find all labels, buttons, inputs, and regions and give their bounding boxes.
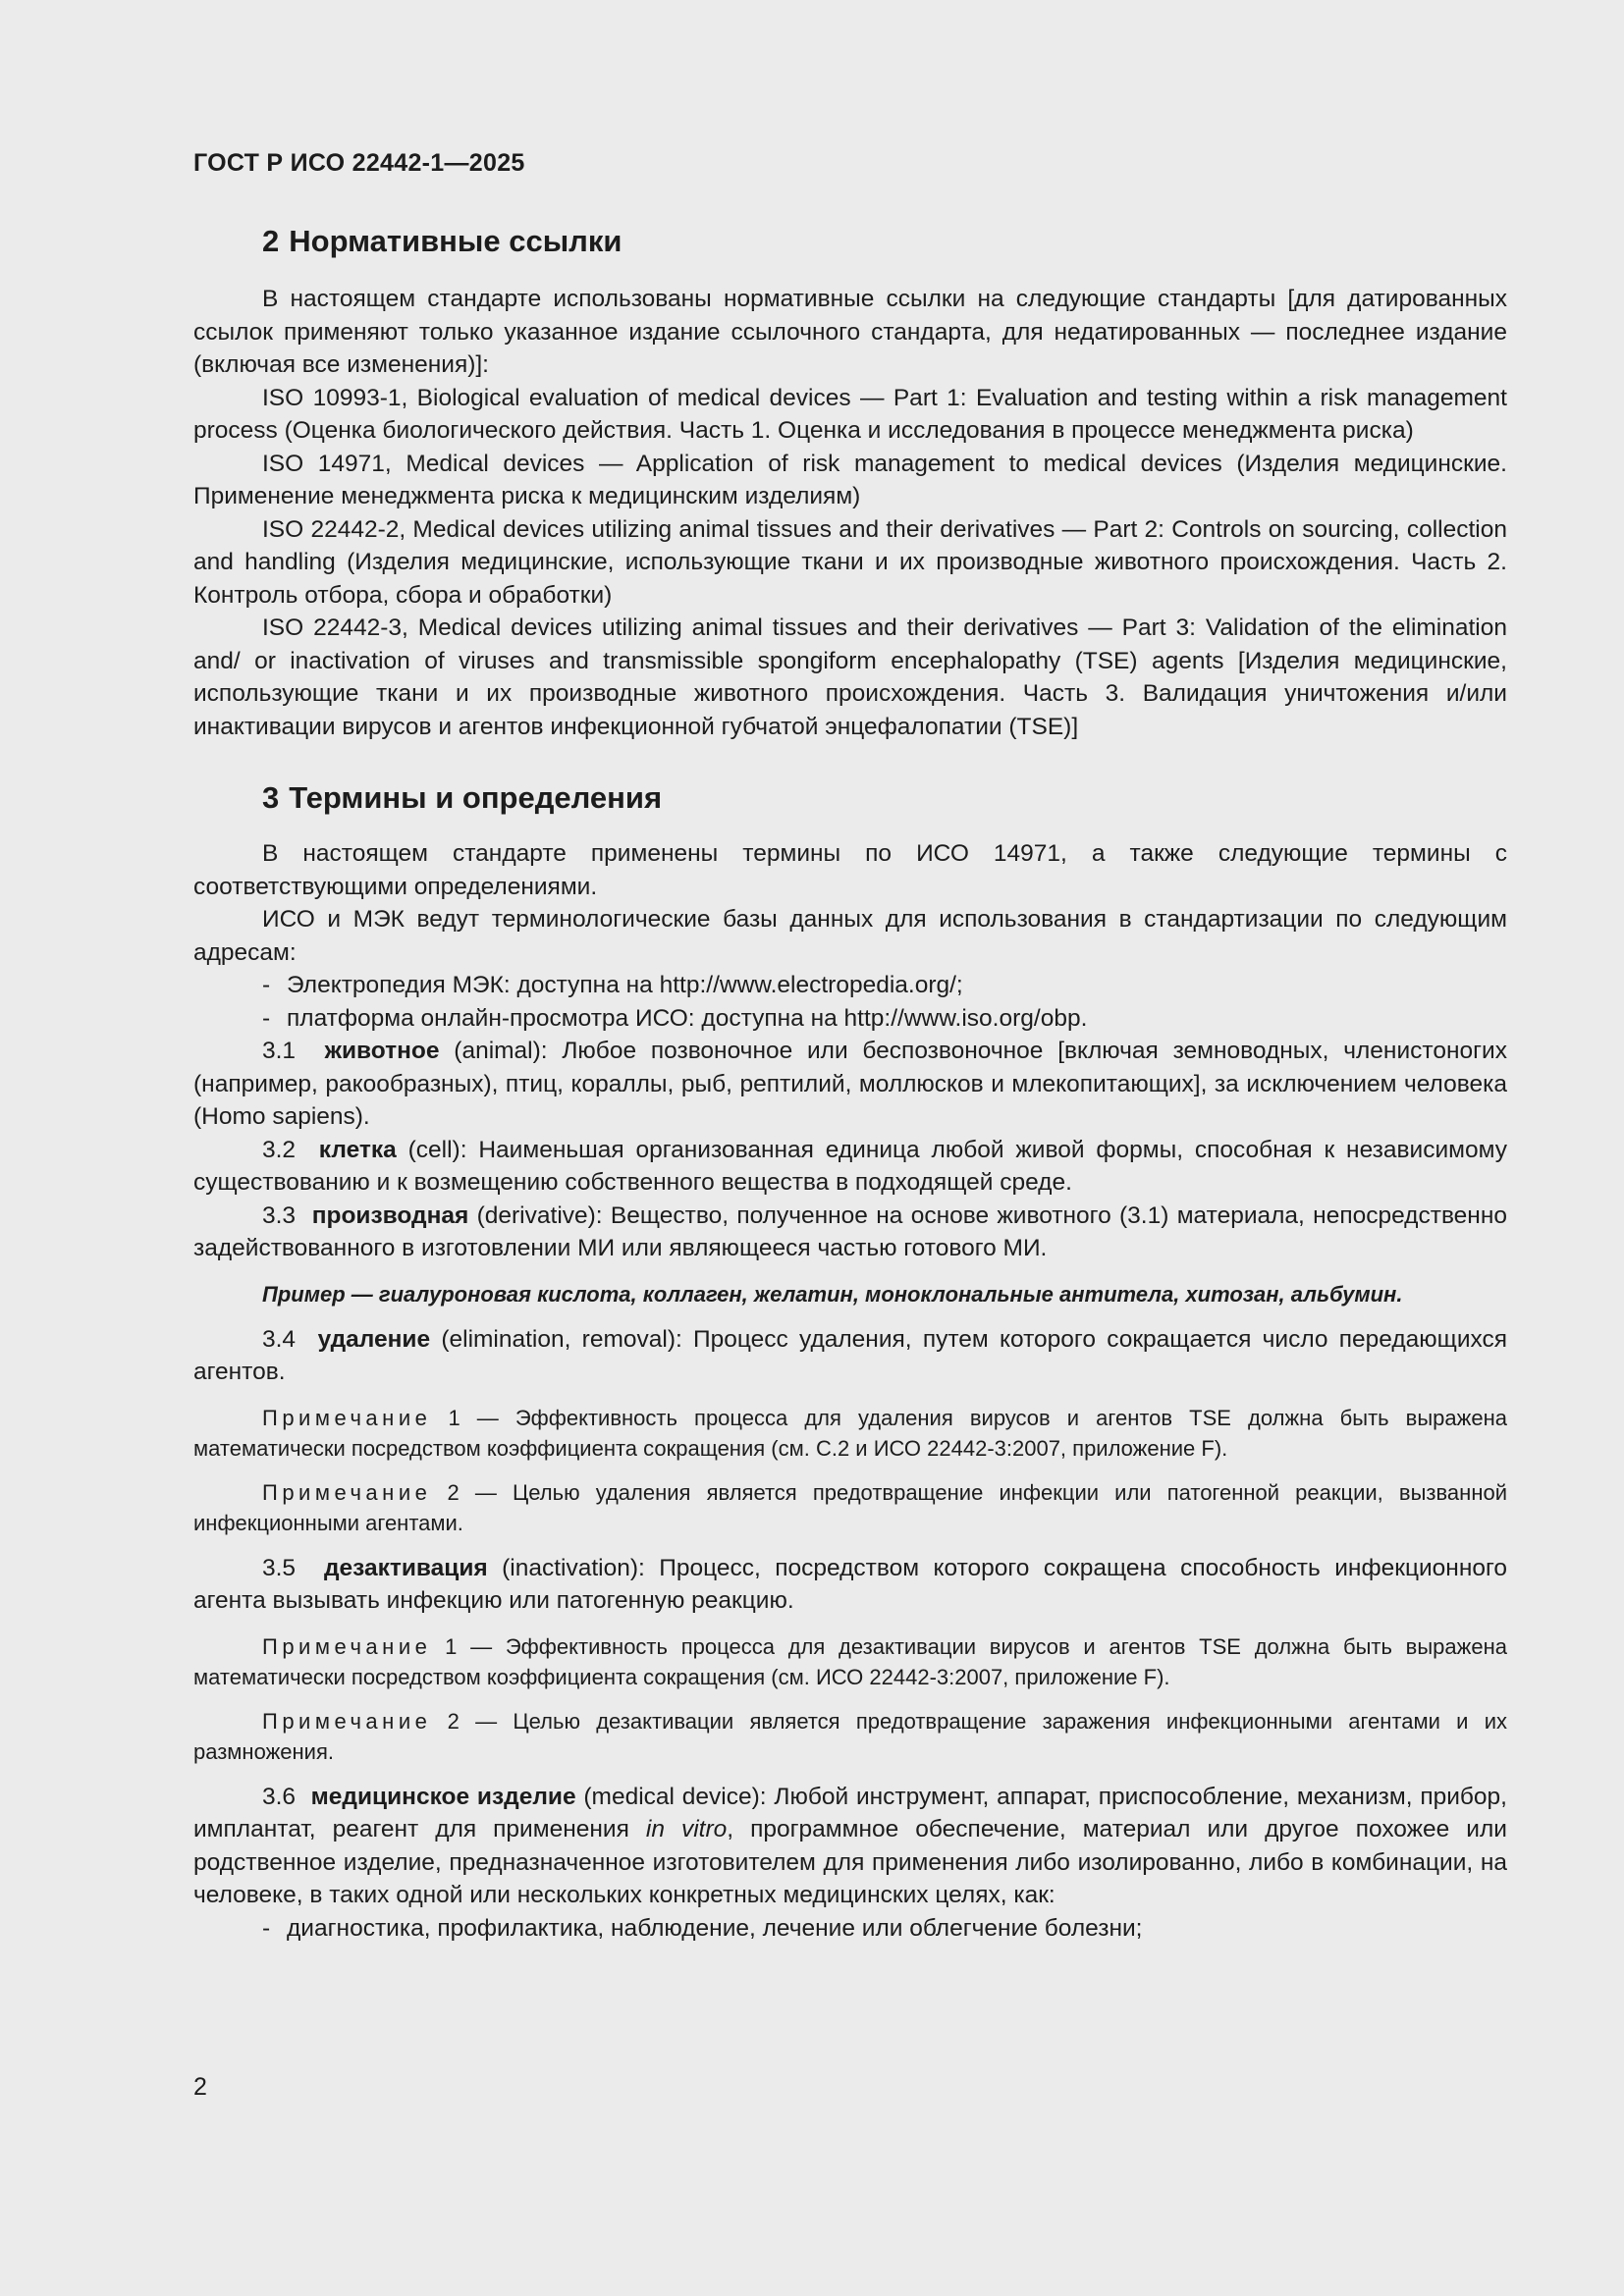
reference-item: ISO 14971, Medical devices — Application of risk management to medical devices (Изделия медицинские. Применение менеджмента риска к медицинским изделиям): [193, 450, 1507, 509]
section-3-heading: 3 Термины и определения: [262, 780, 663, 815]
section-2-heading: 2 Нормативные ссылки: [262, 224, 623, 258]
page-content: [193, 222, 1507, 1945]
term-3-2: 3.2 клетка (cell): Наименьшая организованная единица любой живой формы, способная к независимому существованию и к возмещению собственного вещества в подходящей среде.: [193, 1136, 1507, 1196]
note-3-5-1: Примечание 1 — Эффективность процесса для дезактивации вирусов и агентов TSE должна быть выражена математически посредством коэффициента сокращения (см. ИСО 22442-3:2007, приложение F).: [193, 1633, 1507, 1689]
databases-intro: ИСО и МЭК ведут терминологические базы данных для использования в стандартизации по следующим адресам:: [193, 906, 1507, 966]
section-3-intro: В настоящем стандарте применены термины по ИСО 14971, а также следующие термины с соответствующими определениями.: [193, 840, 1507, 900]
note-3-4-2: Примечание 2 — Целью удаления является предотвращение инфекции или патогенной реакции, вызванной инфекционными агентами.: [193, 1479, 1507, 1535]
term-3-3: 3.3 производная (derivative): Вещество, полученное на основе животного (3.1) материала, непосредственно задействованного в изготовлении МИ или являющееся частью готового МИ.: [193, 1201, 1507, 1261]
standard-header: ГОСТ Р ИСО 22442-1—2025: [193, 149, 525, 177]
example-3-3: Пример — гиалуроновая кислота, коллаген, желатин, моноклональные антитела, хитозан, альбумин.: [262, 1281, 1403, 1307]
term-3-4: 3.4 удаление (elimination, removal): Процесс удаления, путем которого сокращается число передающихся агентов.: [193, 1325, 1507, 1385]
database-item: - Электропедия МЭК: доступна на http://www.electropedia.org/;: [262, 972, 963, 998]
reference-item: ISO 10993-1, Biological evaluation of medical devices — Part 1: Evaluation and testing within a risk management process (Оценка биологического действия. Часть 1. Оценка и исследования в процессе менеджмента риска): [193, 384, 1507, 444]
note-3-4-1: Примечание 1 — Эффективность процесса для удаления вирусов и агентов TSE должна быть выражена математически посредством коэффициента сокращения (см. С.2 и ИСО 22442-3:2007, приложение F).: [193, 1405, 1507, 1461]
database-item: - платформа онлайн-просмотра ИСО: доступна на http://www.iso.org/obp.: [262, 1004, 1088, 1032]
medical-purpose-item: - диагностика, профилактика, наблюдение, лечение или облегчение болезни;: [262, 1914, 1143, 1942]
term-3-6: 3.6 медицинское изделие (medical device): Любой инструмент, аппарат, приспособление, механизм, прибор, имплантат, реагент для применения in vitro, программное обеспечение, материал или другое похожее или родственное изделие, предназначенное изготовителем для применения либо изолированно, либо в комбинации, на человеке, в таких одной или нескольких конкретных медицинских целях, как:: [193, 1783, 1507, 1908]
reference-item: ISO 22442-3, Medical devices utilizing animal tissues and their derivatives — Part 3: Validation of the elimination and/ or inactivation of viruses and transmissible spongiform encephalopathy (TSE) agents [Изделия медицинские, использующие ткани и их производные животного происхождения. Часть 3. Валидация уничтожения и/или инактивации вирусов и агентов инфекционной губчатой энцефалопатии (TSE)]: [193, 614, 1507, 740]
section-2-intro: В настоящем стандарте использованы нормативные ссылки на следующие стандарты [для датированных ссылок применяют только указанное издание ссылочного стандарта, для недатированных — последнее издание (включая все изменения)]:: [193, 286, 1507, 378]
term-3-5: 3.5 дезактивация (inactivation): Процесс, посредством которого сокращена способность инфекционного агента вызывать инфекцию или патогенную реакцию.: [193, 1554, 1507, 1614]
reference-item: ISO 22442-2, Medical devices utilizing animal tissues and their derivatives — Part 2: Controls on sourcing, collection and handling (Изделия медицинские, использующие ткани и их производные животного происхождения. Часть 2. Контроль отбора, сбора и обработки): [193, 515, 1507, 609]
page-number: 2: [193, 2073, 207, 2101]
note-3-5-2: Примечание 2 — Целью дезактивации является предотвращение заражения инфекционными агентами и их размножения.: [193, 1708, 1507, 1764]
term-3-1: 3.1 животное (animal): Любое позвоночное или беспозвоночное [включая земноводных, членистоногих (например, ракообразных), птиц, кораллы, рыб, рептилий, моллюсков и млекопитающих], за исключением человека (Homo sapiens).: [193, 1038, 1507, 1130]
